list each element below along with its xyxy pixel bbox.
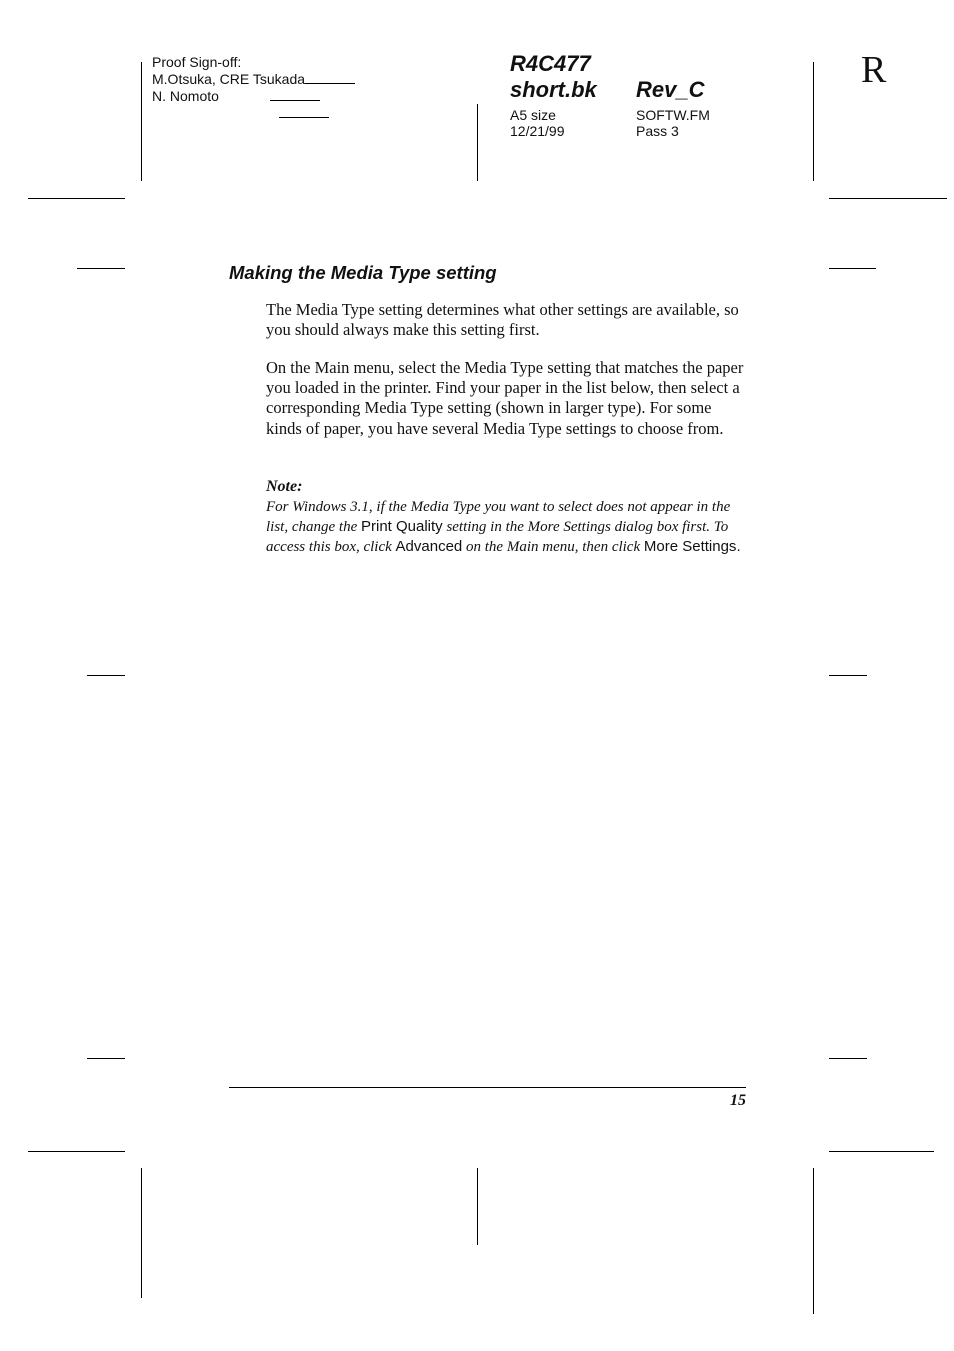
proof-label: Proof Sign-off: [152,54,242,70]
section-heading: Making the Media Type setting [229,262,497,283]
book-file: short.bk [510,77,597,102]
crop-mark [829,1058,867,1059]
crop-mark [87,675,125,676]
proof-signoff [152,54,355,122]
crop-mark [829,268,876,269]
pass: Pass 3 [636,123,679,139]
ui-label-more-settings: More Settings [643,538,737,556]
crop-mark [813,62,814,181]
crop-mark [141,62,142,181]
crop-mark [28,1151,125,1152]
proof-reviewer-2: N. Nomoto [152,88,355,105]
ui-label-advanced: Advanced [395,538,463,556]
note-label: Note: [266,478,303,495]
source-file: SOFTW.FM [636,107,710,123]
revision: Rev_C [636,77,705,102]
crop-mark [28,198,125,199]
date: 12/21/99 [510,123,565,139]
proof-reviewer-1: M.Otsuka, CRE Tsukada [152,71,355,88]
paragraph-1: The Media Type setting determines what other settings are available, so you should always make this setting first. [266,300,739,340]
footer-rule [229,1087,746,1088]
signature-blank [279,105,329,118]
book-id: R4C477 [510,51,591,76]
ui-label-print-quality: Print Quality [360,518,443,536]
signature-blank [305,71,355,84]
crop-mark [141,1168,142,1298]
crop-mark [477,1168,478,1245]
proof-reviewer-3 [152,105,355,122]
page-number: 15 [730,1092,746,1109]
crop-mark [87,1058,125,1059]
paragraph-2: On the Main menu, select the Media Type setting that matches the paper you loaded in the printer. Find your paper in the list below, then select a corresponding Media Type setting (shown in larger type). For some kinds of paper, you have several Media Type settings to choose from. [266,358,744,438]
crop-mark [477,104,478,181]
crop-mark [77,268,125,269]
note-text: For Windows 3.1, if the Media Type you want to select does not appear in the list, change the Print Quality setting in the More Settings dialog box first. To access this box, click Advanced on the Main menu, then click More Settings. [266,499,741,556]
corner-letter: R [861,49,887,91]
paper-size: A5 size [510,107,556,123]
crop-mark [829,675,867,676]
signature-blank [270,88,320,101]
crop-mark [813,1168,814,1314]
crop-mark [829,1151,934,1152]
crop-mark [829,198,947,199]
